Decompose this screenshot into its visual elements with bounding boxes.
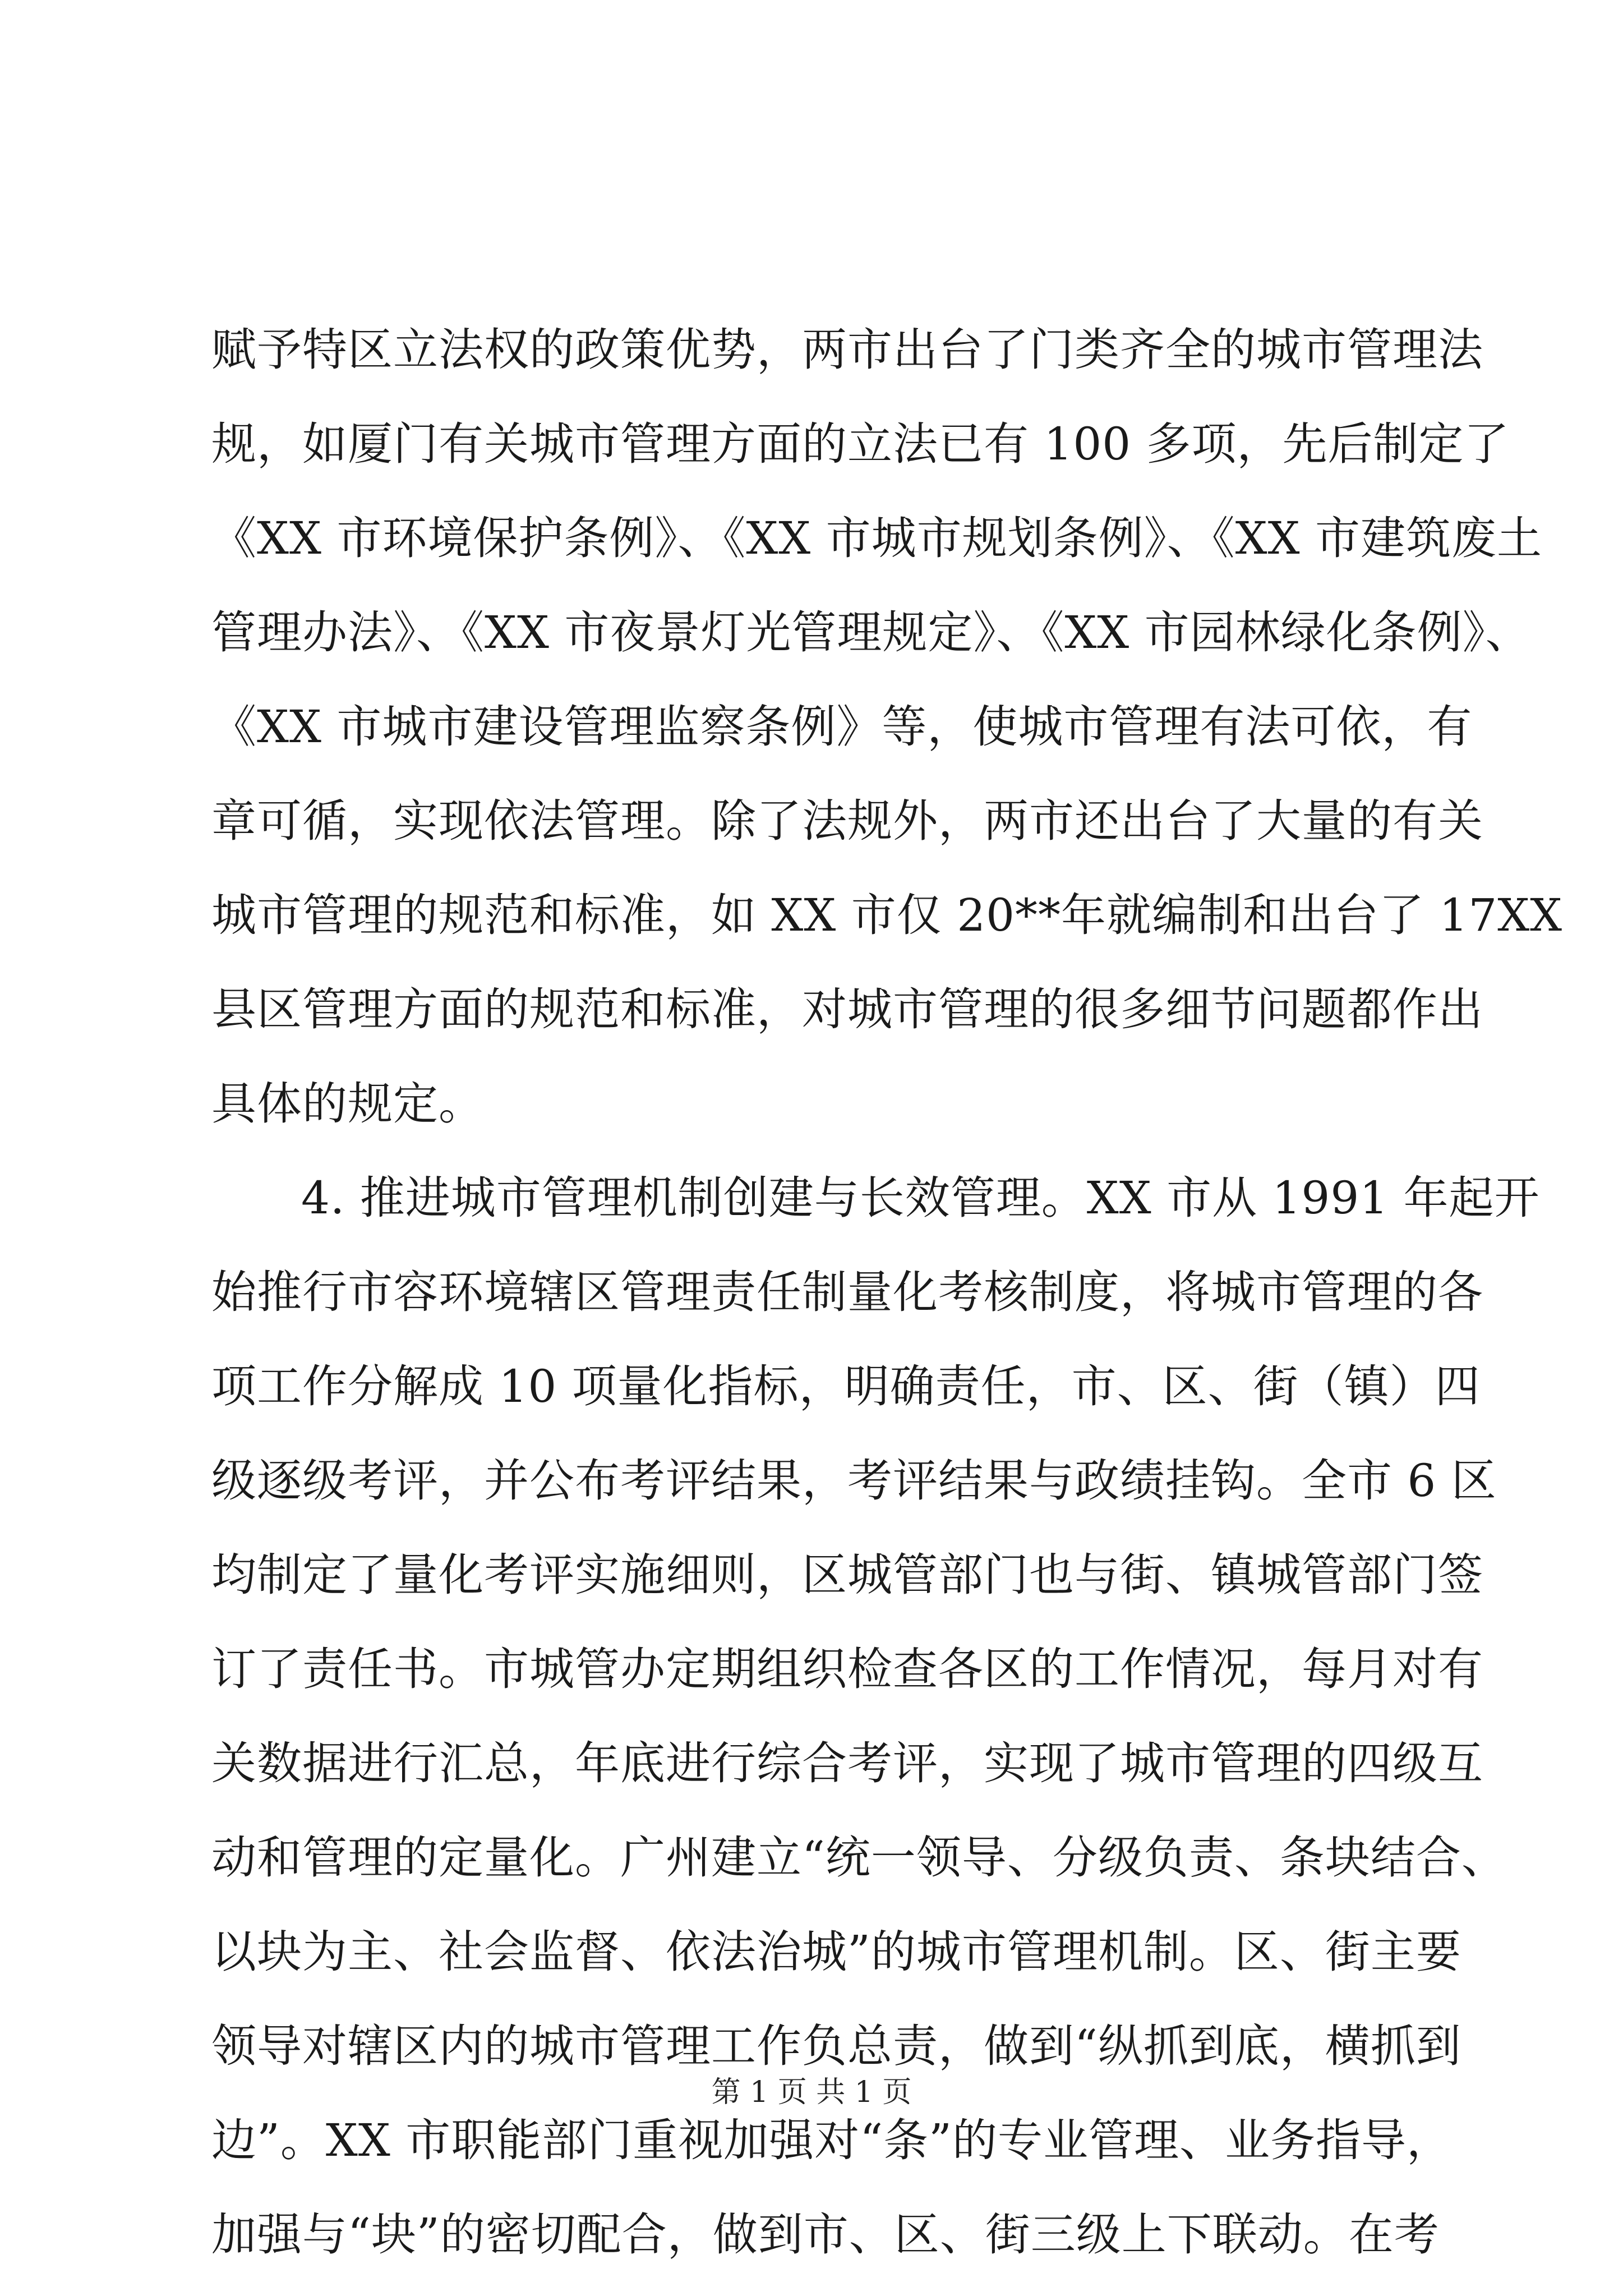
body-text (211, 303, 1563, 2282)
text-line: 管理办法》、《XX 市夜景灯光管理规定》、《XX 市园林绿化条例》、 (211, 606, 1531, 659)
text-line: 边”。XX 市职能部门重视加强对“条”的专业管理、业务指导， (211, 2114, 1453, 2166)
text-line: 项工作分解成 10 项量化指标，明确责任，市、区、街（镇）四 (211, 1360, 1481, 1412)
text-line: 县区管理方面的规范和标准，对城市管理的很多细节问题都作出 (211, 983, 1483, 1036)
page-number: 第 1 页 共 1 页 (711, 2076, 912, 2109)
text-line: 动和管理的定量化。广州建立“统一领导、分级负责、条块结合、 (211, 1832, 1507, 1884)
text-line: 规，如厦门有关城市管理方面的立法已有 100 多项，先后制定了 (211, 418, 1510, 470)
text-line: 均制定了量化考评实施细则，区城管部门也与街、镇城管部门签 (211, 1549, 1483, 1601)
text-line: 《XX 市环境保护条例》、《XX 市城市规划条例》、《XX 市建筑废土 (211, 512, 1543, 564)
text-line: 领导对辖区内的城市管理工作负总责，做到“纵抓到底，横抓到 (211, 2020, 1461, 2072)
text-line: 具体的规定。 (211, 1078, 484, 1130)
text-line: 订了责任书。市城管办定期组织检查各区的工作情况，每月对有 (211, 1643, 1483, 1695)
text-line: 级逐级考评，并公布考评结果，考评结果与政绩挂钩。全市 6 区 (211, 1455, 1497, 1507)
paragraph-1 (211, 303, 1563, 1151)
text-line: 城市管理的规范和标准，如 XX 市仅 20**年就编制和出台了 17XX (211, 889, 1563, 941)
text-line: 始推行市容环境辖区管理责任制量化考核制度，将城市管理的各 (211, 1266, 1483, 1318)
text-line: 关数据进行汇总，年底进行综合考评，实现了城市管理的四级互 (211, 1737, 1483, 1789)
text-line: 4. 推进城市管理机制创建与长效管理。XX 市从 1991 年起开 (301, 1172, 1540, 1224)
text-line: 《XX 市城市建设管理监察条例》等，使城市管理有法可依，有 (211, 701, 1473, 753)
text-line: 章可循，实现依法管理。除了法规外，两市还出台了大量的有关 (211, 795, 1483, 847)
page-footer (0, 2070, 1623, 2115)
text-line: 以块为主、社会监督、依法治城”的城市管理机制。区、街主要 (211, 1926, 1461, 1978)
text-line: 赋予特区立法权的政策优势，两市出台了门类齐全的城市管理法 (211, 324, 1483, 376)
text-line: 加强与“块”的密切配合，做到市、区、街三级上下联动。在考 (211, 2208, 1440, 2261)
